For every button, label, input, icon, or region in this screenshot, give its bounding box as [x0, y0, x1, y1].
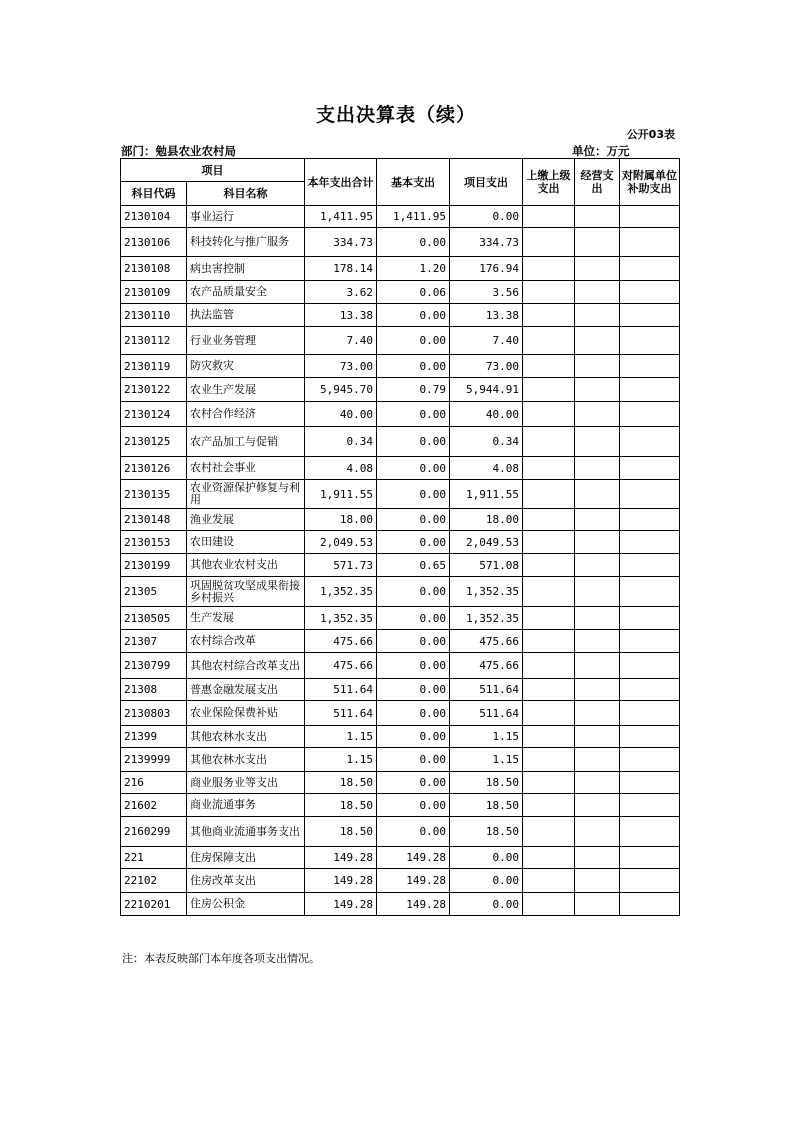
row-code: 2210201	[121, 893, 187, 916]
header-project-exp: 项目支出	[450, 159, 523, 206]
table-row	[121, 869, 680, 893]
row-project: 4.08	[450, 457, 523, 480]
row-subsidy	[620, 402, 680, 427]
table-row	[121, 304, 680, 327]
row-basic: 0.79	[377, 378, 450, 402]
header-operating: 经营支出	[575, 159, 620, 206]
row-operating	[575, 531, 620, 554]
header-total: 本年支出合计	[305, 159, 377, 206]
row-upper	[523, 748, 575, 772]
row-total: 18.50	[305, 772, 377, 794]
row-total: 7.40	[305, 327, 377, 355]
row-subsidy	[620, 281, 680, 304]
row-subsidy	[620, 378, 680, 402]
row-upper	[523, 480, 575, 509]
row-upper	[523, 794, 575, 817]
table-row	[121, 480, 680, 509]
row-project: 0.34	[450, 427, 523, 457]
row-code: 2130122	[121, 378, 187, 402]
row-operating	[575, 893, 620, 916]
row-operating	[575, 869, 620, 893]
row-upper	[523, 772, 575, 794]
row-total: 40.00	[305, 402, 377, 427]
row-subsidy	[620, 630, 680, 653]
row-operating	[575, 480, 620, 509]
row-basic: 0.00	[377, 304, 450, 327]
row-subsidy	[620, 817, 680, 847]
row-total: 1.15	[305, 748, 377, 772]
row-operating	[575, 257, 620, 281]
row-code: 2130199	[121, 554, 187, 577]
row-code: 21307	[121, 630, 187, 653]
row-subsidy	[620, 607, 680, 630]
row-name: 防灾救灾	[187, 355, 305, 378]
row-upper	[523, 304, 575, 327]
row-basic: 0.06	[377, 281, 450, 304]
row-operating	[575, 304, 620, 327]
row-name: 渔业发展	[187, 509, 305, 531]
table-row	[121, 206, 680, 228]
department-label: 部门：勉县农业农村局	[121, 144, 236, 158]
row-total: 511.64	[305, 679, 377, 701]
row-subsidy	[620, 726, 680, 748]
row-total: 1,352.35	[305, 607, 377, 630]
table-row	[121, 653, 680, 679]
row-basic: 0.00	[377, 679, 450, 701]
row-project: 571.08	[450, 554, 523, 577]
row-project: 334.73	[450, 228, 523, 257]
report-title: 支出决算表（续）	[315, 104, 476, 126]
row-project: 3.56	[450, 281, 523, 304]
row-upper	[523, 509, 575, 531]
row-subsidy	[620, 794, 680, 817]
row-basic: 0.00	[377, 531, 450, 554]
row-code: 2130109	[121, 281, 187, 304]
row-upper	[523, 893, 575, 916]
row-total: 149.28	[305, 869, 377, 893]
row-name: 病虫害控制	[187, 257, 305, 281]
row-name: 巩固脱贫攻坚成果衔接乡村振兴	[187, 577, 305, 607]
row-name: 农业保险保费补贴	[187, 701, 305, 726]
row-total: 149.28	[305, 893, 377, 916]
row-upper	[523, 577, 575, 607]
row-total: 1,411.95	[305, 206, 377, 228]
row-name: 农村综合改革	[187, 630, 305, 653]
row-basic: 0.00	[377, 427, 450, 457]
row-subsidy	[620, 206, 680, 228]
row-basic: 0.00	[377, 402, 450, 427]
row-project: 18.50	[450, 817, 523, 847]
row-total: 18.50	[305, 817, 377, 847]
row-operating	[575, 607, 620, 630]
row-code: 2130126	[121, 457, 187, 480]
row-upper	[523, 847, 575, 869]
row-subsidy	[620, 228, 680, 257]
row-subsidy	[620, 457, 680, 480]
row-name: 住房保障支出	[187, 847, 305, 869]
row-upper	[523, 726, 575, 748]
row-upper	[523, 701, 575, 726]
row-subsidy	[620, 847, 680, 869]
table-row	[121, 817, 680, 847]
row-name: 农产品质量安全	[187, 281, 305, 304]
row-project: 18.50	[450, 794, 523, 817]
row-code: 2130104	[121, 206, 187, 228]
header-upper: 上缴上级支出	[523, 159, 575, 206]
row-project: 0.00	[450, 869, 523, 893]
row-project: 73.00	[450, 355, 523, 378]
row-project: 511.64	[450, 679, 523, 701]
row-subsidy	[620, 355, 680, 378]
table-row	[121, 554, 680, 577]
row-project: 1.15	[450, 726, 523, 748]
row-code: 2130505	[121, 607, 187, 630]
row-code: 2160299	[121, 817, 187, 847]
row-code: 2130153	[121, 531, 187, 554]
row-project: 7.40	[450, 327, 523, 355]
row-code: 21305	[121, 577, 187, 607]
row-upper	[523, 457, 575, 480]
footnote: 注：本表反映部门本年度各项支出情况。	[122, 952, 320, 965]
row-subsidy	[620, 327, 680, 355]
row-total: 475.66	[305, 630, 377, 653]
row-basic: 0.00	[377, 701, 450, 726]
row-project: 1.15	[450, 748, 523, 772]
table-row	[121, 748, 680, 772]
row-subsidy	[620, 304, 680, 327]
row-upper	[523, 869, 575, 893]
table-row	[121, 772, 680, 794]
row-code: 22102	[121, 869, 187, 893]
row-basic: 0.00	[377, 607, 450, 630]
table-row	[121, 355, 680, 378]
row-operating	[575, 355, 620, 378]
row-basic: 0.00	[377, 817, 450, 847]
row-project: 18.50	[450, 772, 523, 794]
row-operating	[575, 554, 620, 577]
row-upper	[523, 554, 575, 577]
row-name: 其他农村综合改革支出	[187, 653, 305, 679]
table-row	[121, 257, 680, 281]
row-code: 2130148	[121, 509, 187, 531]
expenditure-table	[120, 158, 680, 916]
row-subsidy	[620, 577, 680, 607]
row-name: 住房改革支出	[187, 869, 305, 893]
row-project: 0.00	[450, 847, 523, 869]
row-name: 行业业务管理	[187, 327, 305, 355]
row-name: 执法监管	[187, 304, 305, 327]
row-subsidy	[620, 480, 680, 509]
row-operating	[575, 726, 620, 748]
row-operating	[575, 327, 620, 355]
row-name: 商业服务业等支出	[187, 772, 305, 794]
row-name: 农田建设	[187, 531, 305, 554]
row-basic: 0.00	[377, 630, 450, 653]
row-total: 73.00	[305, 355, 377, 378]
row-project: 40.00	[450, 402, 523, 427]
row-upper	[523, 206, 575, 228]
row-basic: 149.28	[377, 893, 450, 916]
row-name: 农业资源保护修复与利用	[187, 480, 305, 509]
table-row	[121, 402, 680, 427]
row-project: 0.00	[450, 893, 523, 916]
row-total: 334.73	[305, 228, 377, 257]
row-upper	[523, 281, 575, 304]
row-subsidy	[620, 257, 680, 281]
row-basic: 0.00	[377, 577, 450, 607]
row-basic: 0.00	[377, 794, 450, 817]
row-code: 2130135	[121, 480, 187, 509]
row-name: 其他农林水支出	[187, 748, 305, 772]
row-total: 475.66	[305, 653, 377, 679]
row-basic: 0.00	[377, 228, 450, 257]
unit-label: 单位：万元	[572, 144, 630, 158]
row-project: 475.66	[450, 653, 523, 679]
row-subsidy	[620, 869, 680, 893]
row-basic: 0.00	[377, 457, 450, 480]
row-upper	[523, 402, 575, 427]
row-subsidy	[620, 772, 680, 794]
row-subsidy	[620, 427, 680, 457]
row-name: 其他农林水支出	[187, 726, 305, 748]
row-upper	[523, 817, 575, 847]
row-code: 2130110	[121, 304, 187, 327]
table-row	[121, 577, 680, 607]
row-name: 事业运行	[187, 206, 305, 228]
table-row	[121, 794, 680, 817]
row-subsidy	[620, 893, 680, 916]
table-row	[121, 509, 680, 531]
row-name: 农业生产发展	[187, 378, 305, 402]
row-name: 农产品加工与促销	[187, 427, 305, 457]
row-operating	[575, 630, 620, 653]
row-code: 2130119	[121, 355, 187, 378]
row-operating	[575, 847, 620, 869]
row-project: 5,944.91	[450, 378, 523, 402]
table-row	[121, 427, 680, 457]
row-project: 2,049.53	[450, 531, 523, 554]
row-name: 农村合作经济	[187, 402, 305, 427]
row-code: 2130112	[121, 327, 187, 355]
row-code: 2130108	[121, 257, 187, 281]
row-basic: 1.20	[377, 257, 450, 281]
row-total: 13.38	[305, 304, 377, 327]
row-operating	[575, 281, 620, 304]
table-row	[121, 281, 680, 304]
table-row	[121, 701, 680, 726]
table-row	[121, 893, 680, 916]
row-operating	[575, 794, 620, 817]
row-operating	[575, 378, 620, 402]
row-basic: 0.00	[377, 355, 450, 378]
row-upper	[523, 427, 575, 457]
row-code: 2130803	[121, 701, 187, 726]
row-operating	[575, 701, 620, 726]
row-code: 2139999	[121, 748, 187, 772]
row-code: 21399	[121, 726, 187, 748]
table-row	[121, 457, 680, 480]
row-total: 1,911.55	[305, 480, 377, 509]
table-row	[121, 228, 680, 257]
row-name: 商业流通事务	[187, 794, 305, 817]
header-subsidy: 对附属单位补助支出	[620, 159, 680, 206]
row-total: 1.15	[305, 726, 377, 748]
row-upper	[523, 653, 575, 679]
row-basic: 0.00	[377, 748, 450, 772]
table-row	[121, 327, 680, 355]
row-total: 149.28	[305, 847, 377, 869]
row-upper	[523, 607, 575, 630]
row-upper	[523, 679, 575, 701]
row-basic: 0.65	[377, 554, 450, 577]
row-basic: 0.00	[377, 772, 450, 794]
header-code: 科目代码	[121, 182, 187, 206]
row-project: 0.00	[450, 206, 523, 228]
row-basic: 0.00	[377, 327, 450, 355]
row-basic: 1,411.95	[377, 206, 450, 228]
row-operating	[575, 457, 620, 480]
form-code: 公开03表	[626, 128, 675, 141]
row-project: 13.38	[450, 304, 523, 327]
row-total: 18.00	[305, 509, 377, 531]
row-upper	[523, 630, 575, 653]
row-basic: 0.00	[377, 509, 450, 531]
row-total: 3.62	[305, 281, 377, 304]
row-total: 178.14	[305, 257, 377, 281]
row-total: 0.34	[305, 427, 377, 457]
table-row	[121, 531, 680, 554]
row-project: 1,911.55	[450, 480, 523, 509]
row-project: 1,352.35	[450, 607, 523, 630]
row-operating	[575, 679, 620, 701]
row-name: 其他商业流通事务支出	[187, 817, 305, 847]
row-operating	[575, 427, 620, 457]
row-operating	[575, 817, 620, 847]
row-upper	[523, 257, 575, 281]
row-total: 1,352.35	[305, 577, 377, 607]
row-total: 18.50	[305, 794, 377, 817]
row-upper	[523, 327, 575, 355]
header-name: 科目名称	[187, 182, 305, 206]
row-code: 21308	[121, 679, 187, 701]
row-name: 住房公积金	[187, 893, 305, 916]
row-project: 176.94	[450, 257, 523, 281]
row-upper	[523, 355, 575, 378]
row-subsidy	[620, 531, 680, 554]
row-total: 2,049.53	[305, 531, 377, 554]
row-code: 216	[121, 772, 187, 794]
table-row	[121, 847, 680, 869]
row-name: 其他农业农村支出	[187, 554, 305, 577]
row-code: 21602	[121, 794, 187, 817]
row-operating	[575, 772, 620, 794]
row-subsidy	[620, 554, 680, 577]
row-total: 511.64	[305, 701, 377, 726]
row-name: 生产发展	[187, 607, 305, 630]
row-project: 1,352.35	[450, 577, 523, 607]
row-upper	[523, 531, 575, 554]
row-subsidy	[620, 701, 680, 726]
row-code: 221	[121, 847, 187, 869]
row-code: 2130124	[121, 402, 187, 427]
row-subsidy	[620, 653, 680, 679]
row-basic: 149.28	[377, 869, 450, 893]
row-project: 511.64	[450, 701, 523, 726]
row-code: 2130106	[121, 228, 187, 257]
row-code: 2130799	[121, 653, 187, 679]
row-basic: 149.28	[377, 847, 450, 869]
row-name: 普惠金融发展支出	[187, 679, 305, 701]
row-subsidy	[620, 679, 680, 701]
row-project: 475.66	[450, 630, 523, 653]
row-basic: 0.00	[377, 480, 450, 509]
row-operating	[575, 577, 620, 607]
header-basic: 基本支出	[377, 159, 450, 206]
row-total: 4.08	[305, 457, 377, 480]
row-operating	[575, 509, 620, 531]
row-operating	[575, 228, 620, 257]
row-project: 18.00	[450, 509, 523, 531]
row-upper	[523, 378, 575, 402]
row-name: 科技转化与推广服务	[187, 228, 305, 257]
table-row	[121, 630, 680, 653]
row-code: 2130125	[121, 427, 187, 457]
row-basic: 0.00	[377, 653, 450, 679]
row-basic: 0.00	[377, 726, 450, 748]
row-upper	[523, 228, 575, 257]
row-subsidy	[620, 748, 680, 772]
table-row	[121, 679, 680, 701]
table-row	[121, 726, 680, 748]
header-project: 项目	[121, 159, 305, 182]
row-operating	[575, 748, 620, 772]
table-row	[121, 378, 680, 402]
table-row	[121, 607, 680, 630]
row-operating	[575, 402, 620, 427]
row-total: 571.73	[305, 554, 377, 577]
row-subsidy	[620, 509, 680, 531]
row-name: 农村社会事业	[187, 457, 305, 480]
row-operating	[575, 653, 620, 679]
row-operating	[575, 206, 620, 228]
row-total: 5,945.70	[305, 378, 377, 402]
